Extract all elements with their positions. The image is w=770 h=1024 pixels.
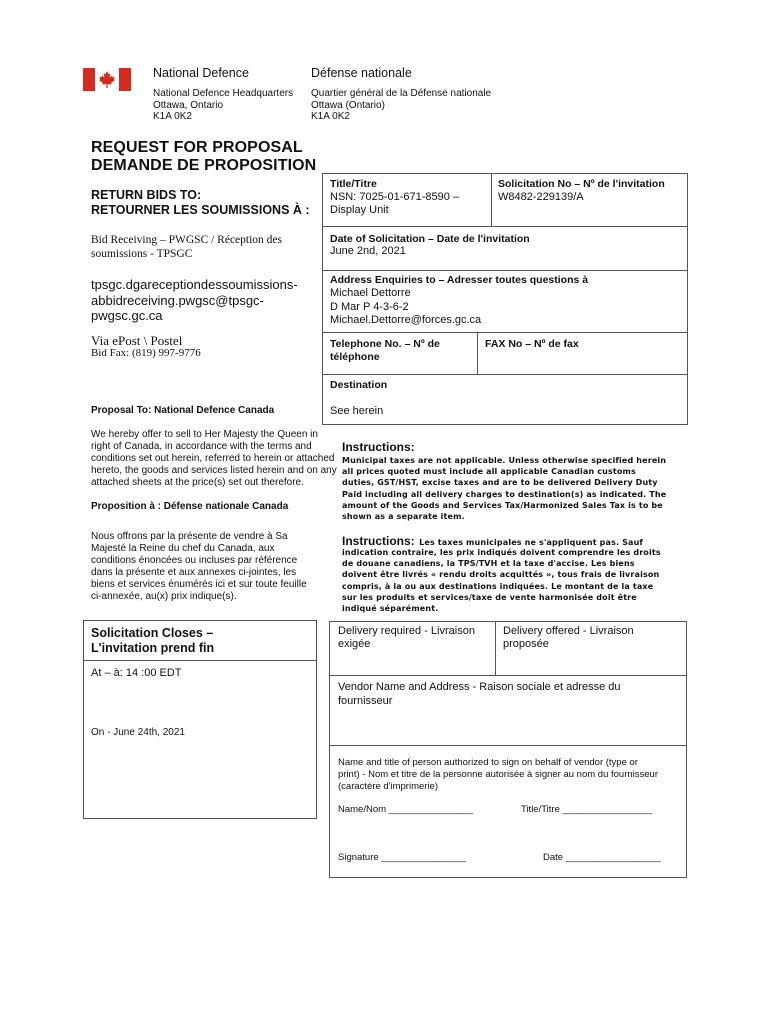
instructions-fr: Instructions: Les taxes municipales ne s'appliquent pas. Sauf: [342, 534, 644, 548]
vendor-panel: [329, 621, 687, 878]
name-field[interactable]: Name/Nom ________________: [338, 804, 474, 815]
divider: [477, 332, 478, 374]
proposal-to-fr: Proposition à : Défense nationale Canada: [91, 501, 289, 512]
department-name-fr: Défense nationale: [311, 66, 412, 80]
proposal-to-en: Proposal To: National Defence Canada: [91, 405, 275, 416]
signature-field[interactable]: Signature ________________: [338, 852, 466, 863]
solicitation-closes-label: Solicitation Closes – L'invitation prend fin: [91, 626, 215, 655]
offer-text-en: We hereby offer to sell to Her Majesty the Queen in right of Canada, in accordance with the terms and conditions set out herein, referred to herein or attached hereto, the goods and services listed herein and on any attached sheets at the price(s) set out therefore.: [91, 429, 337, 488]
divider: [83, 660, 317, 661]
date-of-solicitation-cell: Date of Solicitation – Date de l'invitation June 2nd, 2021: [330, 233, 530, 257]
delivery-offered-field[interactable]: Delivery offered - Livraison proposée: [503, 625, 634, 650]
bid-fax-text: Bid Fax: (819) 997-9776: [91, 347, 201, 359]
divider: [322, 226, 688, 227]
offer-text-fr: Nous offrons par la présente de vendre à Sa Majesté la Reine du chef du Canada, aux conditions énoncées ou incluses par référence dans la présente et aux annexes ci-jointes, les biens et services énumérés ici et sur toute feuille ci-annexée, au(x) prix indique(s).: [91, 531, 307, 602]
address-enquiries-cell: Address Enquiries to – Adresser toutes questions à Michael Dettorre D Mar P 4-3-6-2 Michael.Dettorre@forces.gc.ca: [330, 274, 589, 326]
destination-label: Destination: [330, 379, 388, 391]
instructions-text-en: Municipal taxes are not applicable. Unless otherwise specified herein all prices quoted must include all applicable Canadian customs duties, GST/HST, excise taxes and are to be delivered Delivery Duty Paid including all delivery charges to destination(s) as indicated. The amount of the Goods and Services Tax/Harmonized Sales Tax is to be shown as a separate item.: [342, 456, 667, 522]
divider: [322, 270, 688, 271]
document-title: REQUEST FOR PROPOSAL DEMANDE DE PROPOSITION: [91, 139, 317, 174]
via-epost-text: Via ePost \ Postel: [91, 333, 183, 348]
bid-receiving-email[interactable]: tpsgc.dgareceptiondessoumissions- abbidreceiving.pwgsc@tpsgc- pwgsc.gc.ca: [91, 277, 298, 323]
destination-value: See herein: [330, 405, 384, 417]
divider: [322, 332, 688, 333]
department-address-en: National Defence Headquarters Ottawa, Ontario K1A 0K2: [153, 88, 294, 122]
return-bids-label: RETURN BIDS TO: RETOURNER LES SOUMISSIONS À :: [91, 188, 310, 217]
divider: [495, 621, 496, 675]
canada-flag-icon: [83, 68, 131, 91]
closing-date: On - June 24th, 2021: [91, 727, 185, 738]
title-cell: Title/Titre NSN: 7025-01-671-8590 – Display Unit: [330, 178, 460, 216]
telephone-cell: Telephone No. – Nº de téléphone: [330, 338, 440, 363]
divider: [491, 173, 492, 226]
title-field[interactable]: Title/Titre _________________: [521, 804, 653, 815]
instructions-text-fr: indication contraire, les prix indiqués doivent comprendre les droits de douane canadiens, la TPS/TVH et la taxe d'accise. Les biens doivent être livrés « rendu droits acquittés », tous frais de livraison compris, à la ou aux destinations indiquées. Le montant de la taxe sur les produits et services/taxe de vente harmonisée doit être indiqué séparément.: [342, 548, 661, 614]
department-address-fr: Quartier général de la Défense nationale Ottawa (Ontario) K1A 0K2: [311, 88, 492, 122]
date-field[interactable]: Date __________________: [543, 852, 661, 863]
divider: [322, 374, 688, 375]
divider: [329, 675, 687, 676]
vendor-name-address-field[interactable]: Vendor Name and Address - Raison sociale et adresse du fournisseur: [338, 681, 621, 707]
solicitation-number-cell: Solicitation No – Nº de l'invitation W8482-229139/A: [498, 178, 665, 203]
department-name-en: National Defence: [153, 66, 249, 80]
authorized-signer-label: Name and title of person authorized to sign on behalf of vendor (type or print) - Nom et titre de la personne autorisée à signer au nom du fournisseur (caractère d'imprimerie): [338, 757, 658, 792]
closing-time: At – à: 14 :00 EDT: [91, 667, 182, 679]
fax-cell: FAX No – Nº de fax: [485, 338, 579, 350]
divider: [329, 745, 687, 746]
bid-receiving-text: Bid Receiving – PWGSC / Réception des soumissions - TPSGC: [91, 234, 283, 260]
instructions-heading-en: Instructions:: [342, 440, 415, 454]
delivery-required-field[interactable]: Delivery required - Livraison exigée: [338, 625, 475, 650]
